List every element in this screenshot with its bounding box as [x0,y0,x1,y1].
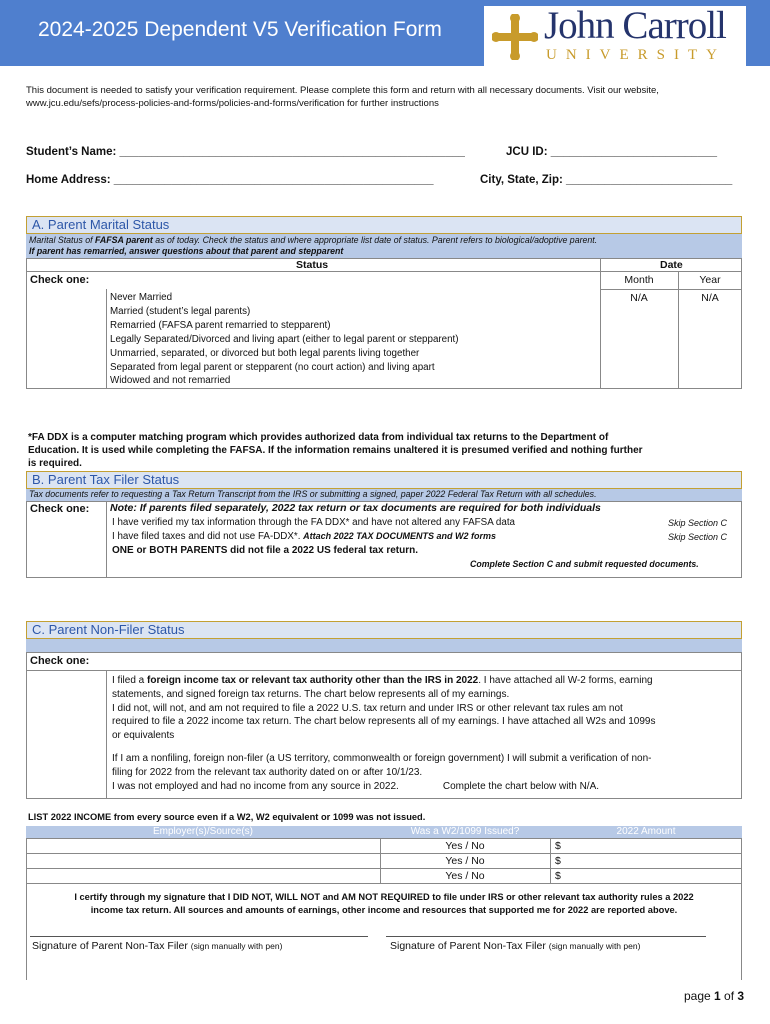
table-a-header-line [26,271,742,272]
section-b-note: Tax documents refer to requesting a Tax Return Transcript from the IRS or submitting a signed, paper 2022 Federal Tax Return with all schedules. [29,489,597,499]
intro-line-1: This document is needed to satisfy your verification requirement. Please complete this form and return with all necessary documents. Visit our website, [26,85,659,96]
section-a-letter: A. [32,217,45,232]
income-row-issued[interactable]: Yes / No [445,870,485,882]
signature-field-1[interactable] [32,940,282,952]
fa-ddx-line-2: Education. It is used while completing the FAFSA. If the information remains unaltered it is presumed verified and nothing further [28,445,643,456]
note-a-post: as of today. Check the status and where appropriate list date of status. Parent refers to biological/adoptive parent. [152,235,598,245]
table-b-col-line [106,501,107,578]
tax-option-filed[interactable] [112,531,496,542]
col-issued: Was a W2/1099 Issued? [410,826,520,837]
tax-option-ddx[interactable]: I have verified my tax information through the FA DDX* and have not altered any FAFSA data [112,517,515,528]
section-c-title [32,622,184,637]
page-mid: of [720,989,738,1003]
section-b-letter: B. [32,472,45,487]
complete-section-c: Complete Section C and submit requested documents. [470,559,699,569]
tax-option-filed-bold: Attach 2022 TAX DOCUMENTS and W2 forms [303,531,497,541]
opt1-post: . I have attached all W-2 forms, earning [478,675,653,686]
income-row-amount[interactable]: $ [555,855,561,867]
signature-field-2[interactable] [390,940,640,952]
home-address-field[interactable]: Home Address: __________________________________________________ [26,174,434,186]
sig1-main: Signature of Parent Non-Tax Filer [32,940,191,952]
page-current: 1 [714,989,721,1003]
form-title: 2024-2025 Dependent V5 Verification Form [38,18,442,41]
income-row-line-2 [26,868,742,869]
opt1-pre: I filed a [112,675,148,686]
check-one-c: Check one: [30,655,90,667]
certify-line-1: I certify through my signature that I DID NOT, WILL NOT and AM NOT REQUIRED to file under IRS or other relevant tax authority rules a 2022 [74,892,694,902]
non-filer-option-no-income[interactable] [112,780,655,794]
opt1-line-2: statements, and signed foreign tax returns. The chart below represents all of my earnings. [112,688,510,700]
marital-option[interactable]: Never Married [110,292,173,303]
section-b-title [32,472,179,487]
note-a-pre: Marital Status of [29,235,96,245]
note-a-bold: FAFSA parent [95,235,153,245]
marital-option[interactable]: Separated from legal parent or stepparent (no court action) and living apart [110,361,435,373]
cross-logo-icon [492,14,538,60]
logo-name: John Carroll [544,4,726,47]
marital-option[interactable]: Married (student’s legal parents) [110,305,251,317]
jcu-id-field[interactable]: JCU ID: __________________________ [506,146,718,158]
section-a-title [32,217,169,232]
fa-ddx-line-3: is required. [28,458,82,469]
sig1-small: (sign manually with pen) [190,941,283,951]
year-header: Year [699,274,721,286]
intro-text [26,84,746,110]
income-row-amount[interactable]: $ [555,840,561,852]
certification-text [26,891,742,917]
month-value[interactable]: N/A [630,292,648,304]
col-amount: 2022 Amount [616,826,676,837]
check-one-a: Check one: [30,274,90,286]
table-c-col-line [106,670,107,799]
section-c-note-bar [26,639,742,652]
section-b-title-text: Parent Tax Filer Status [47,472,180,487]
status-header: Status [296,259,329,271]
opt2-line-2: required to file a 2022 income tax return. The chart below represents all of my earnings. I have attached all W2s and 1099s [112,716,656,728]
income-row-line-1 [26,853,742,854]
tax-note-row: Note: If parents filed separately, 2022 tax return or tax documents are required for both individuals [110,502,601,514]
city-state-zip-field[interactable]: City, State, Zip: __________________________ [480,174,733,186]
section-a-title-text: Parent Marital Status [47,217,170,232]
signature-line-1 [30,936,368,937]
income-list-label: LIST 2022 INCOME from every source even if a W2, W2 equivalent or 1099 was not issued. [28,812,426,822]
page-number [684,989,744,1003]
signature-line-2 [386,936,706,937]
sig2-main: Signature of Parent Non-Tax Filer [390,940,549,952]
certify-line-2: income tax return. All sources and amounts of earnings, other income and resources that supported me for 2022 are reported above. [90,905,678,915]
marital-status-options [110,291,459,388]
non-filer-option-territory[interactable]: If I am a nonfiling, foreign non-filer (a US territory, commonwealth or foreign government) I will submit a verification of non- [112,752,652,764]
sig2-small: (sign manually with pen) [548,941,641,951]
non-filer-options [112,674,655,793]
fa-ddx-line-1: *FA DDX is a computer matching program which provides authorized data from individual tax returns to the Department of [28,432,609,443]
date-header: Date [660,259,683,271]
income-col-line-2 [550,838,551,884]
tax-option-filed-pre: I have filed taxes and did not use FA-DDX*. [112,531,304,542]
skip-section-c-2: Skip Section C [668,532,728,542]
marital-option[interactable]: Remarried (FAFSA parent remarried to stepparent) [110,319,331,331]
logo-subtitle: UNIVERSITY [546,47,726,63]
marital-option[interactable]: Unmarried, separated, or divorced but both legal parents living together [110,347,420,359]
table-a-col-line [106,289,107,389]
page-total: 3 [737,989,745,1003]
check-one-b: Check one: [30,503,90,515]
opt2-line-3: or equivalents [112,730,175,742]
section-c-title-text: Parent Non-Filer Status [48,622,185,637]
marital-option[interactable]: Legally Separated/Divorced and living apart (either to legal parent or stepparent) [110,333,459,345]
fa-ddx-note [28,431,643,470]
spacer [112,743,655,752]
income-row-issued[interactable]: Yes / No [445,855,485,867]
income-row-issued[interactable]: Yes / No [445,840,485,852]
intro-line-2: www.jcu.edu/sefs/process-policies-and-forms/policies-and-forms/verification for further instructions [26,98,439,109]
year-value[interactable]: N/A [701,292,719,304]
section-a-note [29,235,597,257]
skip-section-c-1: Skip Section C [668,518,728,528]
table-c-header-line [26,670,742,671]
opt3-line-2: filing for 2022 from the relevant tax authority dated on or after 10/1/23. [112,766,423,778]
table-a-date-header-line [600,289,742,290]
opt1-bold: foreign income tax or relevant tax authority other than the IRS in 2022 [147,675,479,686]
marital-option[interactable]: Widowed and not remarried [110,375,231,387]
month-header: Month [624,274,654,286]
col-employer: Employer(s)/Source(s) [152,826,254,837]
section-c-letter: C. [32,622,45,637]
income-row-amount[interactable]: $ [555,870,561,882]
tax-option-non-filer[interactable]: ONE or BOTH PARENTS did not file a 2022 US federal tax return. [112,545,418,556]
student-name-field[interactable]: Student’s Name: ______________________________________________________ [26,146,465,158]
opt4-text: I was not employed and had no income from any source in 2022. [112,780,399,792]
non-filer-option-foreign[interactable] [112,674,655,688]
non-filer-option-not-required[interactable]: I did not, will not, and am not required to file a 2022 U.S. tax return and under IRS or other relevant tax rules am not [112,702,623,714]
note-a-remarried: If parent has remarried, answer questions about that parent and stepparent [29,246,344,256]
opt4-action: Complete the chart below with N/A. [442,780,600,792]
page-pre: page [684,989,715,1003]
